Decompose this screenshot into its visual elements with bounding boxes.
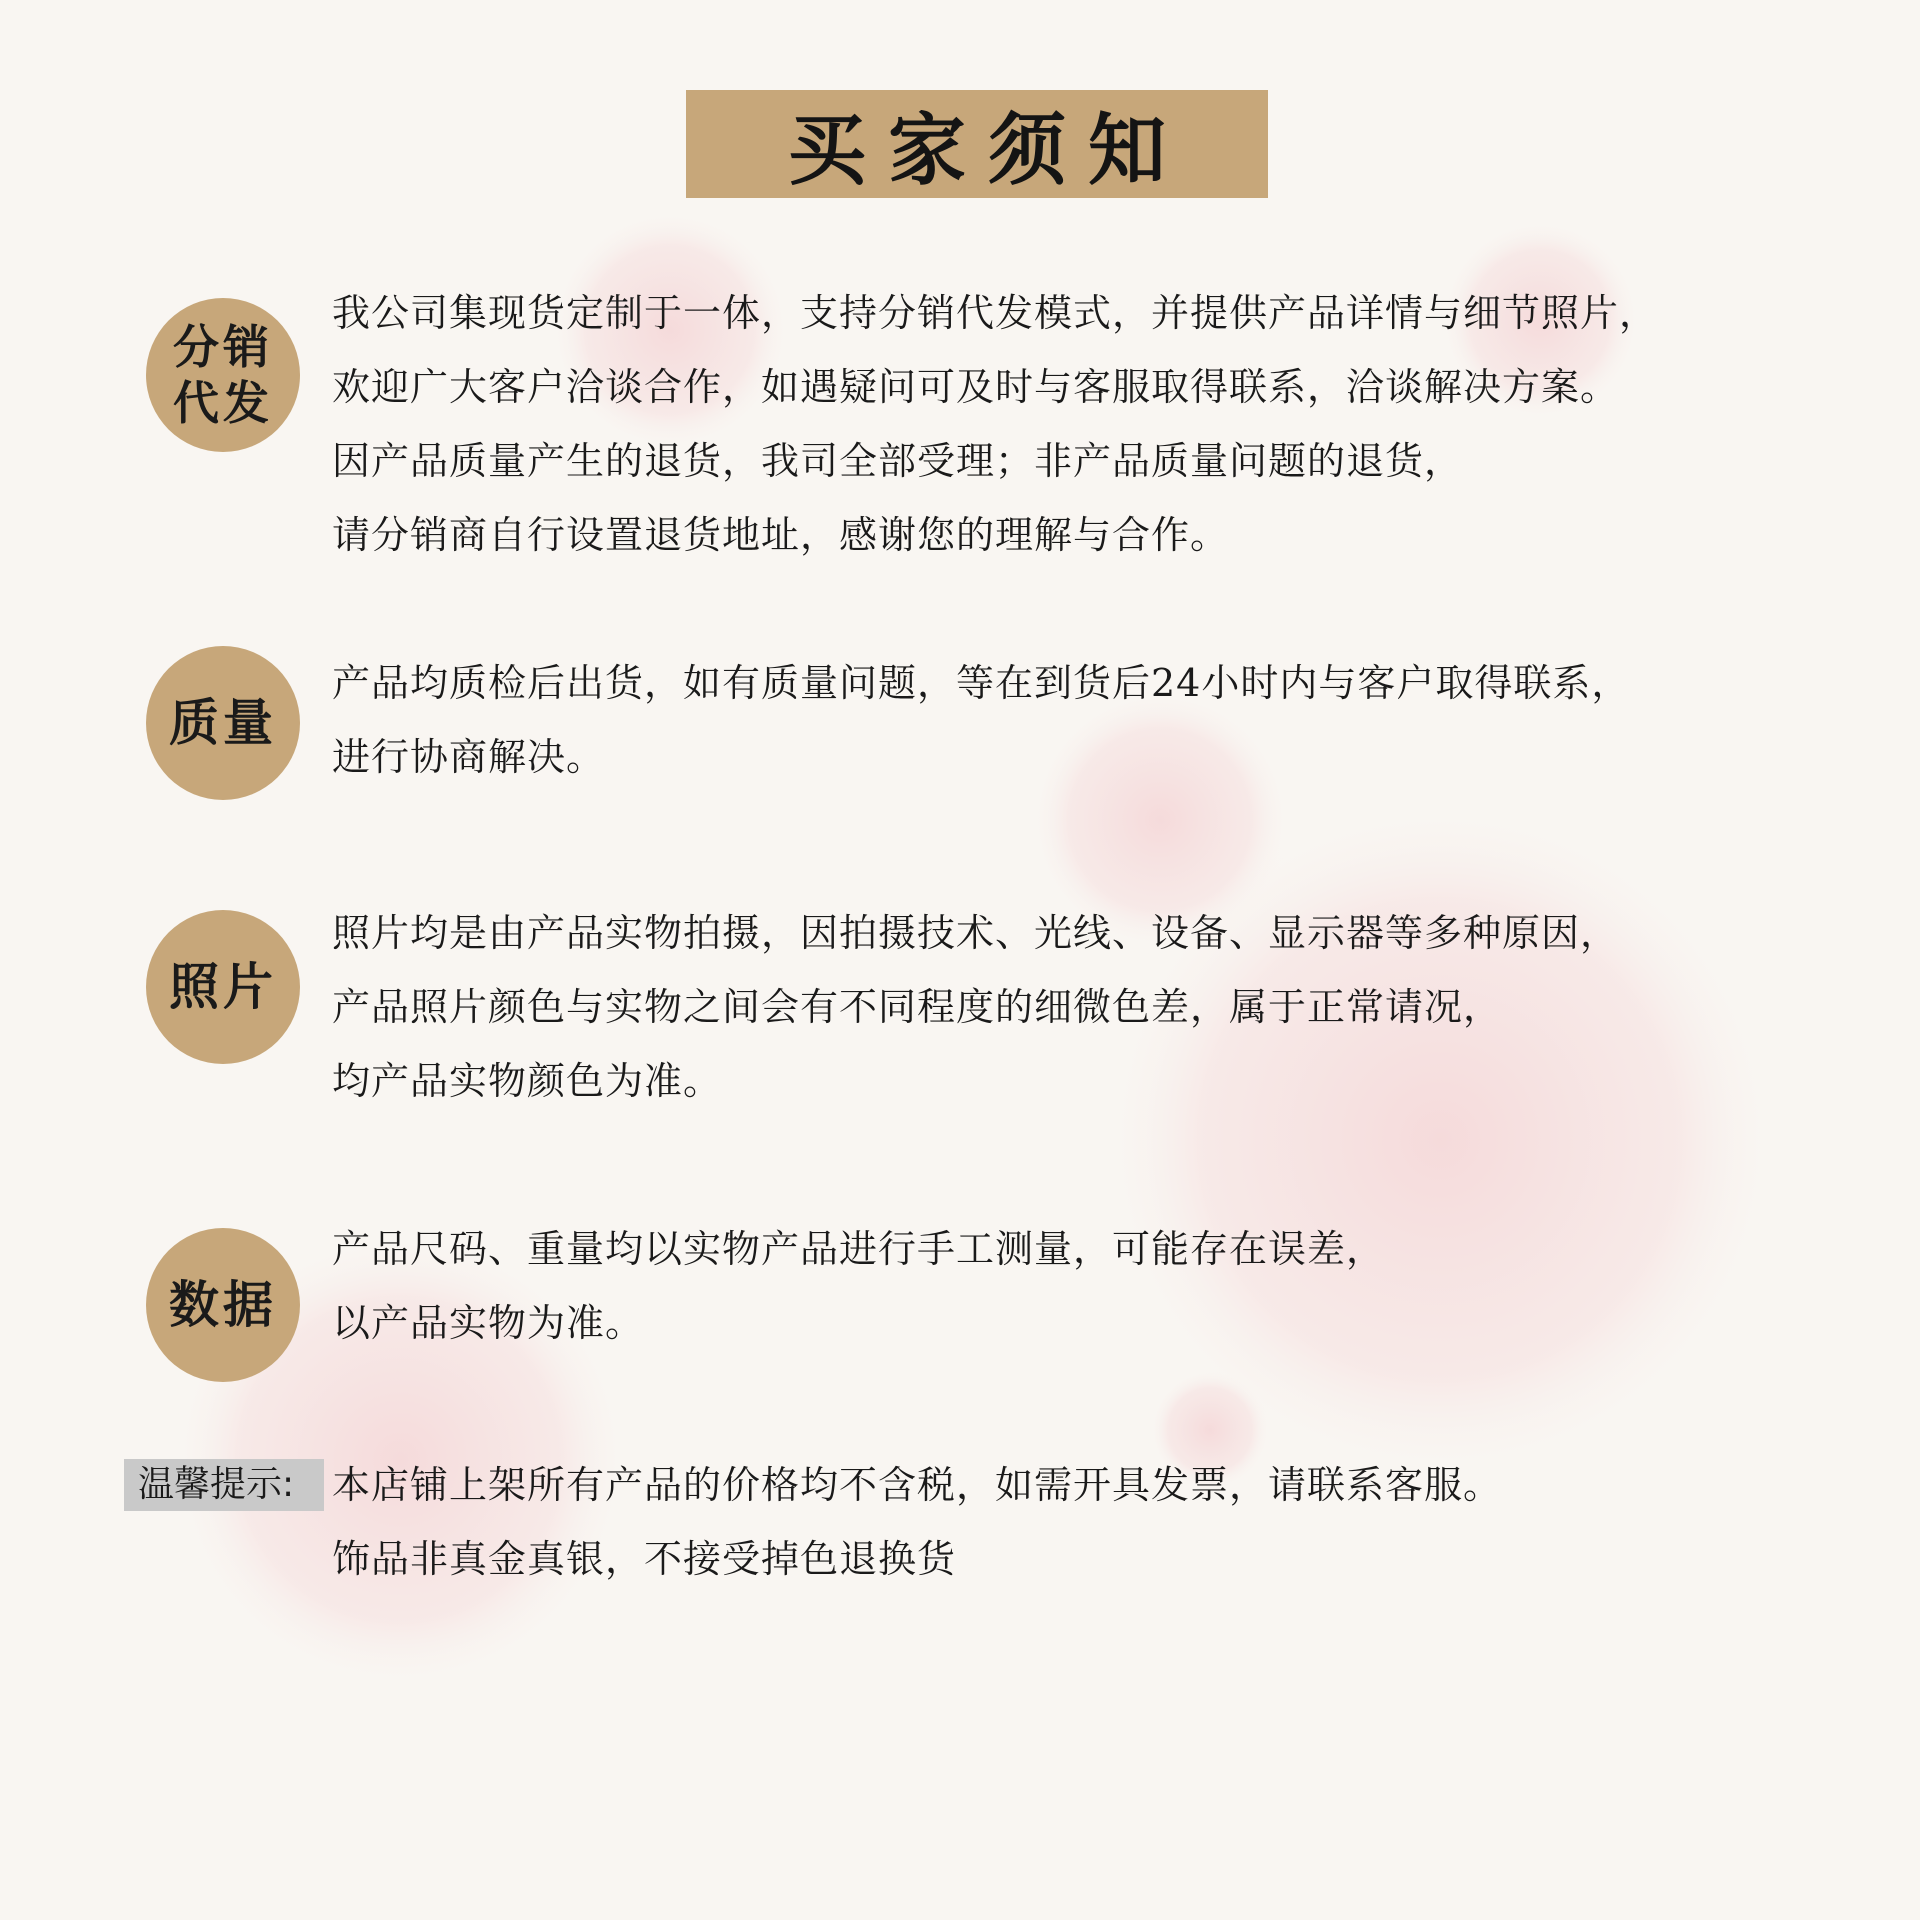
text-line: 欢迎广大客户洽谈合作，如遇疑问可及时与客服取得联系，洽谈解决方案。 <box>332 365 1620 409</box>
tip-text <box>332 1448 1502 1596</box>
section-text <box>332 646 1630 794</box>
badge-quality <box>146 646 300 800</box>
text-line: 产品尺码、重量均以实物产品进行手工测量，可能存在误差， <box>332 1227 1386 1271</box>
badge-label: 数据 <box>169 1275 277 1334</box>
text-line: 饰品非真金真银，不接受掉色退换货 <box>332 1537 957 1581</box>
text-line: 均产品实物颜色为准。 <box>332 1059 723 1103</box>
badge-label: 质量 <box>169 693 277 752</box>
text-line: 请分销商自行设置退货地址，感谢您的理解与合作。 <box>332 513 1230 557</box>
title-banner <box>686 90 1268 198</box>
text-line: 产品均质检后出货，如有质量问题，等在到货后24小时内与客户取得联系， <box>332 661 1631 705</box>
text-line: 以产品实物为准。 <box>332 1301 645 1345</box>
section-text <box>332 276 1658 572</box>
section-text <box>332 896 1619 1118</box>
text-line: 产品照片颜色与实物之间会有不同程度的细微色差，属于正常请况， <box>332 985 1503 1029</box>
text-line: 进行协商解决。 <box>332 735 606 779</box>
text-line: 照片均是由产品实物拍摄，因拍摄技术、光线、设备、显示器等多种原因， <box>332 911 1620 955</box>
badge-photos <box>146 910 300 1064</box>
text-line: 因产品质量产生的退货，我司全部受理；非产品质量问题的退货， <box>332 439 1464 483</box>
page-title: 买家须知 <box>787 105 1188 196</box>
badge-distribution <box>146 298 300 452</box>
badge-label: 分销代发 <box>173 320 273 430</box>
section-text <box>332 1212 1385 1360</box>
badge-label: 照片 <box>169 957 277 1016</box>
text-line: 我公司集现货定制于一体，支持分销代发模式，并提供产品详情与细节照片， <box>332 291 1659 335</box>
badge-data <box>146 1228 300 1382</box>
tip-label: 温馨提示: <box>124 1459 324 1511</box>
text-line: 本店铺上架所有产品的价格均不含税，如需开具发票，请联系客服。 <box>332 1463 1503 1507</box>
